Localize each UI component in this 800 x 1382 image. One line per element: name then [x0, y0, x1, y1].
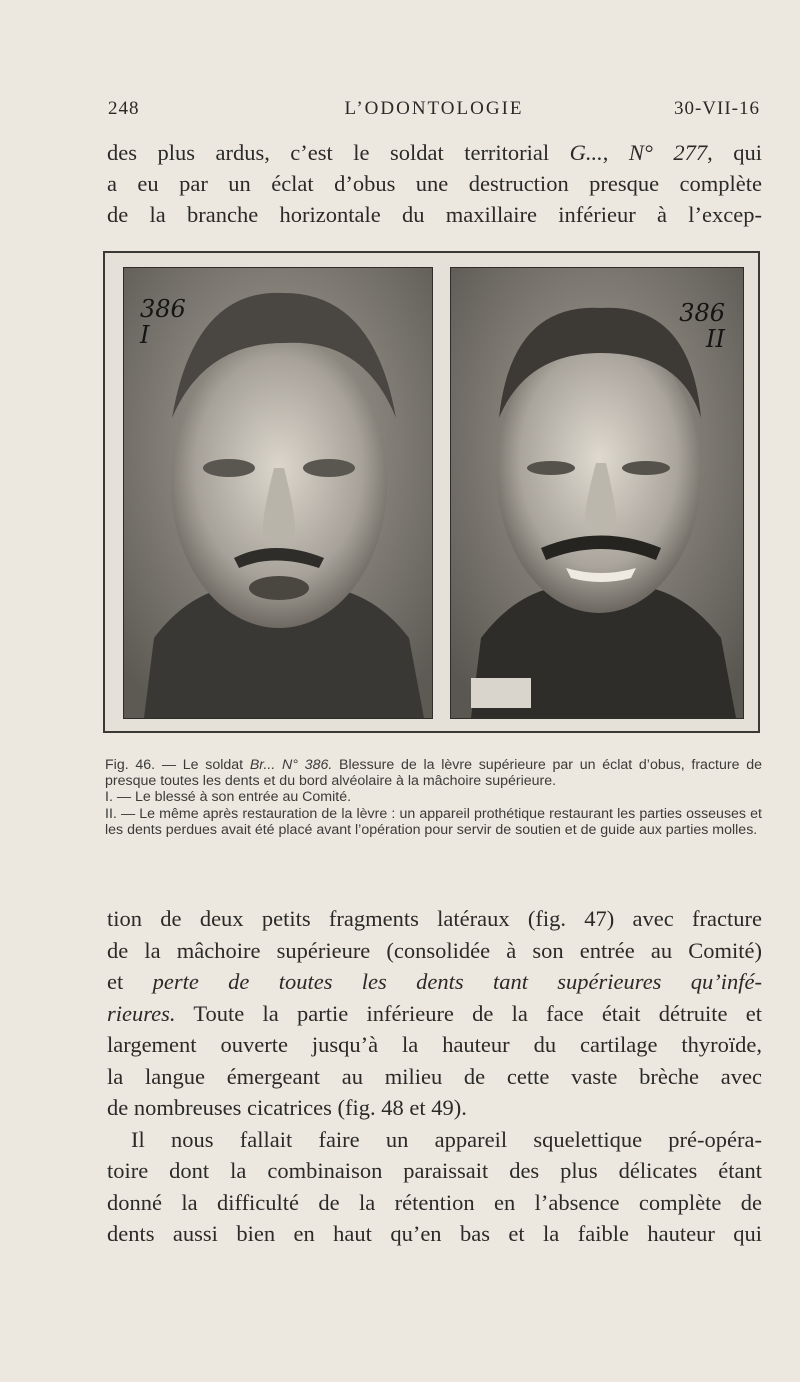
body-text-top — [107, 137, 762, 230]
caption-item-i: I. — Le blessé à son entrée au Comité. — [105, 789, 352, 806]
body-text-bottom — [107, 903, 762, 1250]
text-line: largement ouverte jusqu’à la hauteur du cartilage thyroïde, — [107, 1032, 762, 1057]
caption-item-ii: II. — Le même après restauration de la lèvre : un appareil prothétique restaurant les parties osseuses et les dents perdues avait été placé avant l’opération pour servir de soutien et de guide aux parties molles. — [105, 805, 762, 838]
text-line: et perte de toutes les dents tant supérieures qu’infé- — [107, 969, 762, 994]
figure-46 — [103, 251, 760, 733]
text-line: a eu par un éclat d’obus une destruction presque complète — [107, 171, 762, 196]
text-line: de nombreuses cicatrices (fig. 48 et 49). — [107, 1095, 467, 1120]
text-line: dents aussi bien en haut qu’en bas et la faible hauteur qui — [107, 1221, 762, 1246]
text-line: rieures. Toute la partie inférieure de la face était détruite et — [107, 1000, 762, 1026]
text-line: de la branche horizontale du maxillaire inférieur à l’excep- — [107, 202, 762, 227]
photo-patient-before — [123, 267, 433, 719]
text-line: la langue émergeant au milieu de cette vaste brèche avec — [107, 1063, 762, 1089]
journal-title: L’ODONTOLOGIE — [344, 98, 524, 119]
running-header — [108, 98, 760, 128]
caption-main: Fig. 46. — Le soldat Br... N° 386. Blessure de la lèvre supérieure par un éclat d’obus, fracture de presque toutes les dents et du bord alvéolaire à la mâchoire supérieure. — [105, 757, 762, 790]
text-line: Il nous fallait faire un appareil squelettique pré-opéra- — [131, 1126, 762, 1152]
text-line: toire dont la combinaison paraissait des plus délicates étant — [107, 1158, 762, 1183]
text-line: tion de deux petits fragments latéraux (fig. 47) avec fracture — [107, 906, 762, 931]
figure-caption — [105, 757, 762, 838]
photo-patient-after — [450, 267, 744, 719]
photo-label-right: 386 II — [679, 299, 725, 353]
issue-date: 30-VII-16 — [673, 98, 760, 119]
text-line: de la mâchoire supérieure (consolidée à son entrée au Comité) — [107, 937, 762, 963]
photo-label-left: 386 I — [140, 295, 186, 349]
page-number: 248 — [108, 98, 140, 119]
text-line: des plus ardus, c’est le soldat territorial G..., N° 277, qui — [107, 140, 762, 165]
text-line: donné la difficulté de la rétention en l’absence complète de — [107, 1189, 762, 1215]
